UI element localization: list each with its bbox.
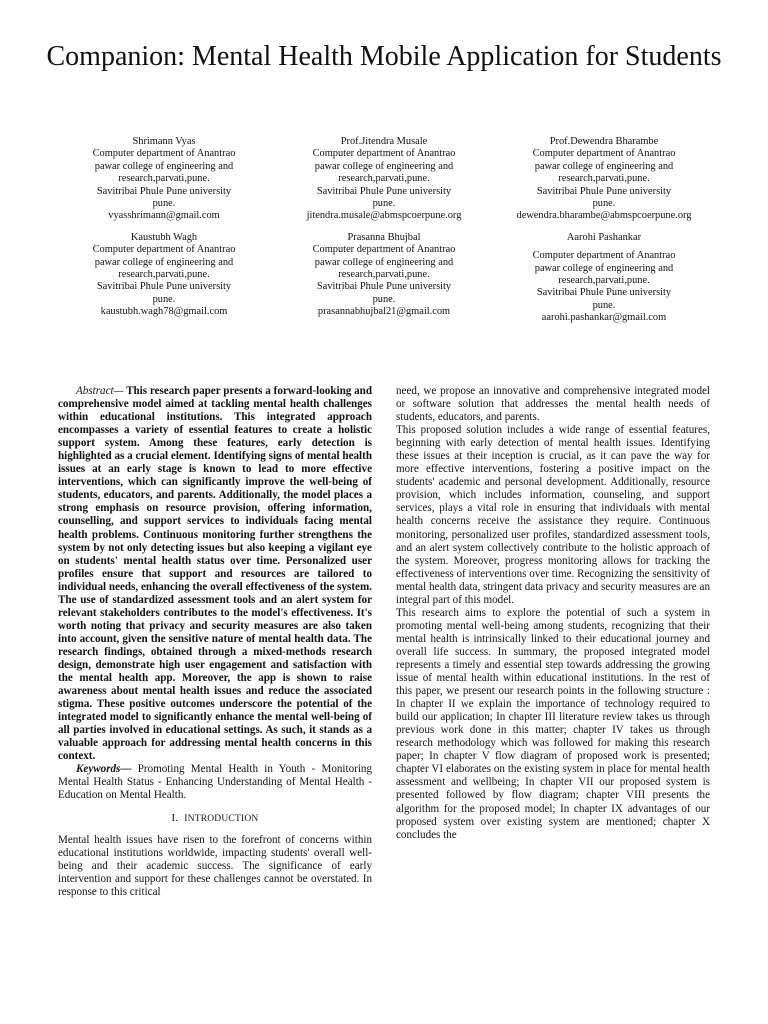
author-affiliation-line: pawar college of engineering and bbox=[94, 160, 234, 172]
section-title: INTRODUCTION bbox=[184, 813, 259, 824]
author-affiliation-line: Savitribai Phule Pune university bbox=[316, 185, 452, 197]
author-email: dewendra.bharambe@abmspcoerpune.org bbox=[516, 210, 692, 222]
author-affiliation-line: pawar college of engineering and bbox=[94, 256, 234, 268]
author-affiliation-line: Savitribai Phule Pune university bbox=[536, 185, 672, 197]
author-affiliation-line: pune. bbox=[152, 293, 176, 305]
author-affiliation-line: research,parvati,pune. bbox=[338, 173, 430, 185]
author-affiliation-line: pune. bbox=[152, 198, 176, 210]
author-affiliation-line: pawar college of engineering and bbox=[534, 262, 674, 274]
keywords-text: Promoting Mental Health in Youth - Monitoring Mental Health Status - Enhancing Understanding of Mental Health - Education on Mental Health. bbox=[58, 763, 372, 802]
author-entry bbox=[54, 136, 274, 223]
author-affiliation-line: Savitribai Phule Pune university bbox=[96, 185, 232, 197]
left-text-column bbox=[58, 385, 372, 899]
author-affiliation-line: pawar college of engineering and bbox=[314, 160, 454, 172]
paper-title: Companion: Mental Health Mobile Application for Students bbox=[46, 41, 722, 72]
abstract-lead: Abstract— bbox=[76, 385, 124, 397]
author-affiliation-line: Savitribai Phule Pune university bbox=[536, 287, 672, 299]
author-column-2 bbox=[274, 136, 494, 328]
intro-paragraph: Mental health issues have risen to the forefront of concerns within educational institutions worldwide, impacting students' overall well-being and their academic success. The significance of early intervention and support for these challenges cannot be overstated. In response to this critical bbox=[58, 833, 372, 898]
author-email: vyasshrimann@gmail.com bbox=[108, 210, 220, 222]
keywords bbox=[58, 763, 372, 802]
body-paragraph: This proposed solution includes a wide range of essential features, beginning with early detection of mental health issues. Identifying these issues at their inception is crucial, as it can pave the way for more effective interventions, fostering a positive impact on the students' academic and personal development. Additionally, resource provision, which includes information, counseling, and support services, plays a vital role in ensuring that individuals with mental health concerns receive the assistance they require. Continuous monitoring, personalized user profiles, standardized assessment tools, and an alert system collectively contribute to the holistic approach of the system. Moreover, progress monitoring allows for tracking the effectiveness of interventions over time. Recognizing the sensitivity of mental health data, stringent data privacy and security measures are an integral part of this model. bbox=[396, 424, 710, 606]
author-name: Prasanna Bhujbal bbox=[347, 231, 421, 243]
body-paragraph: This research aims to explore the potential of such a system in promoting mental well-being among students, recognizing that their mental health is intrinsically linked to their educational journey and overall life success. In summary, the proposed integrated model represents a timely and essential step towards addressing the growing issue of mental health within educational institutions. In the rest of this paper, we present our research points in the following structure : In chapter II we explain the importance of technology required to build our application; In chapter III literature review takes us through previous work done in this matter; chapter IV takes us through research methodology which was followed for making this research paper; In chapter V flow diagram of proposed work is presented; chapter VI elaborates on the existing system in place for mental health assessment and wellbeing; In chapter VII our proposed system is presented followed by flow diagram; chapter VIII presents the algorithm for the proposed model; In chapter IX advantages of our proposed system over existing system are mentioned; chapter X concludes the bbox=[396, 606, 710, 841]
author-affiliation-line: research,parvati,pune. bbox=[558, 173, 650, 185]
abstract-text: This research paper presents a forward-looking and comprehensive model aimed at tackling mental health challenges within educational institutions. This integrated approach encompasses a variety of essential features to create a holistic support system. Among these features, early detection is highlighted as a crucial element. Identifying signs of mental health issues at an early stage is known to lead to more effective interventions, which can significantly improve the well-being of students, educators, and parents. Additionally, the model places a strong emphasis on resource provision, offering information, counselling, and support services to individuals facing mental health problems. Continuous monitoring further strengthens the system by not only detecting issues but also keeping a vigilant eye on students' mental health status over time. Personalized user profiles ensure that support and resources are tailored to individual needs, enhancing the overall effectiveness of the system. The use of standardized assessment tools and an alert system for relevant stakeholders contributes to the model's effectiveness. It's worth noting that privacy and security measures are also taken into account, given the sensitive nature of mental health data. The research findings, obtained through a mixed-methods research design, demonstrate high user engagement and satisfaction with the mental health app. Moreover, the app is shown to raise awareness about mental health issues and reduce the associated stigma. These positive outcomes underscore the potential of the integrated model to significantly enhance the mental well-being of all parties involved in educational settings. As such, it stands as a valuable approach for addressing mental health concerns in this context. bbox=[58, 385, 372, 763]
author-name: Prof.Jitendra Musale bbox=[340, 136, 428, 147]
author-name: Shrimann Vyas bbox=[132, 136, 196, 147]
author-email: kaustubh.wagh78@gmail.com bbox=[100, 306, 228, 318]
author-affiliation-line: pune. bbox=[592, 299, 616, 311]
author-affiliation-line: Computer department of Anantrao bbox=[92, 148, 236, 160]
author-entry bbox=[54, 232, 274, 319]
body-paragraph: need, we propose an innovative and comprehensive integrated model or software solution that addresses the mental health needs of students, educators, and parents. bbox=[396, 385, 710, 424]
abstract bbox=[58, 385, 372, 763]
author-affiliation-line: pawar college of engineering and bbox=[314, 256, 454, 268]
section-number: I. bbox=[171, 811, 179, 824]
section-heading-introduction bbox=[58, 812, 372, 826]
author-entry bbox=[494, 136, 714, 223]
author-email: aarohi.pashankar@gmail.com bbox=[541, 312, 667, 324]
author-affiliation-line: Computer department of Anantrao bbox=[92, 244, 236, 256]
author-name: Aarohi Pashankar bbox=[566, 231, 642, 243]
author-name: Kaustubh Wagh bbox=[130, 231, 198, 243]
author-name: Prof.Dewendra Bharambe bbox=[549, 136, 659, 147]
keywords-lead: Keywords— bbox=[76, 763, 132, 776]
author-affiliation-line: pune. bbox=[372, 293, 396, 305]
author-affiliation-line: research,parvati,pune. bbox=[118, 269, 210, 281]
author-affiliation-line: research,parvati,pune. bbox=[558, 275, 650, 287]
author-affiliation-line: pune. bbox=[372, 198, 396, 210]
author-entry bbox=[494, 232, 714, 325]
author-affiliation-line: research,parvati,pune. bbox=[338, 269, 430, 281]
author-affiliation-line: pawar college of engineering and bbox=[534, 160, 674, 172]
author-affiliation-line: Computer department of Anantrao bbox=[312, 244, 456, 256]
author-entry bbox=[274, 232, 494, 319]
author-affiliation-line: pune. bbox=[592, 198, 616, 210]
author-affiliation-line: Savitribai Phule Pune university bbox=[96, 281, 232, 293]
author-column-3 bbox=[494, 136, 714, 334]
author-affiliation-line: Savitribai Phule Pune university bbox=[316, 281, 452, 293]
author-affiliation-line: research,parvati,pune. bbox=[118, 173, 210, 185]
author-affiliation-line: Computer department of Anantrao bbox=[312, 148, 456, 160]
right-text-column bbox=[396, 385, 710, 842]
author-email: jitendra.musale@abmspcoerpune.org bbox=[306, 210, 462, 222]
author-affiliation-line: Computer department of Anantrao bbox=[532, 148, 676, 160]
author-affiliation-line: Computer department of Anantrao bbox=[532, 250, 676, 262]
author-column-1 bbox=[54, 136, 274, 328]
author-entry bbox=[274, 136, 494, 223]
author-email: prasannabhujbal21@gmail.com bbox=[317, 306, 451, 318]
